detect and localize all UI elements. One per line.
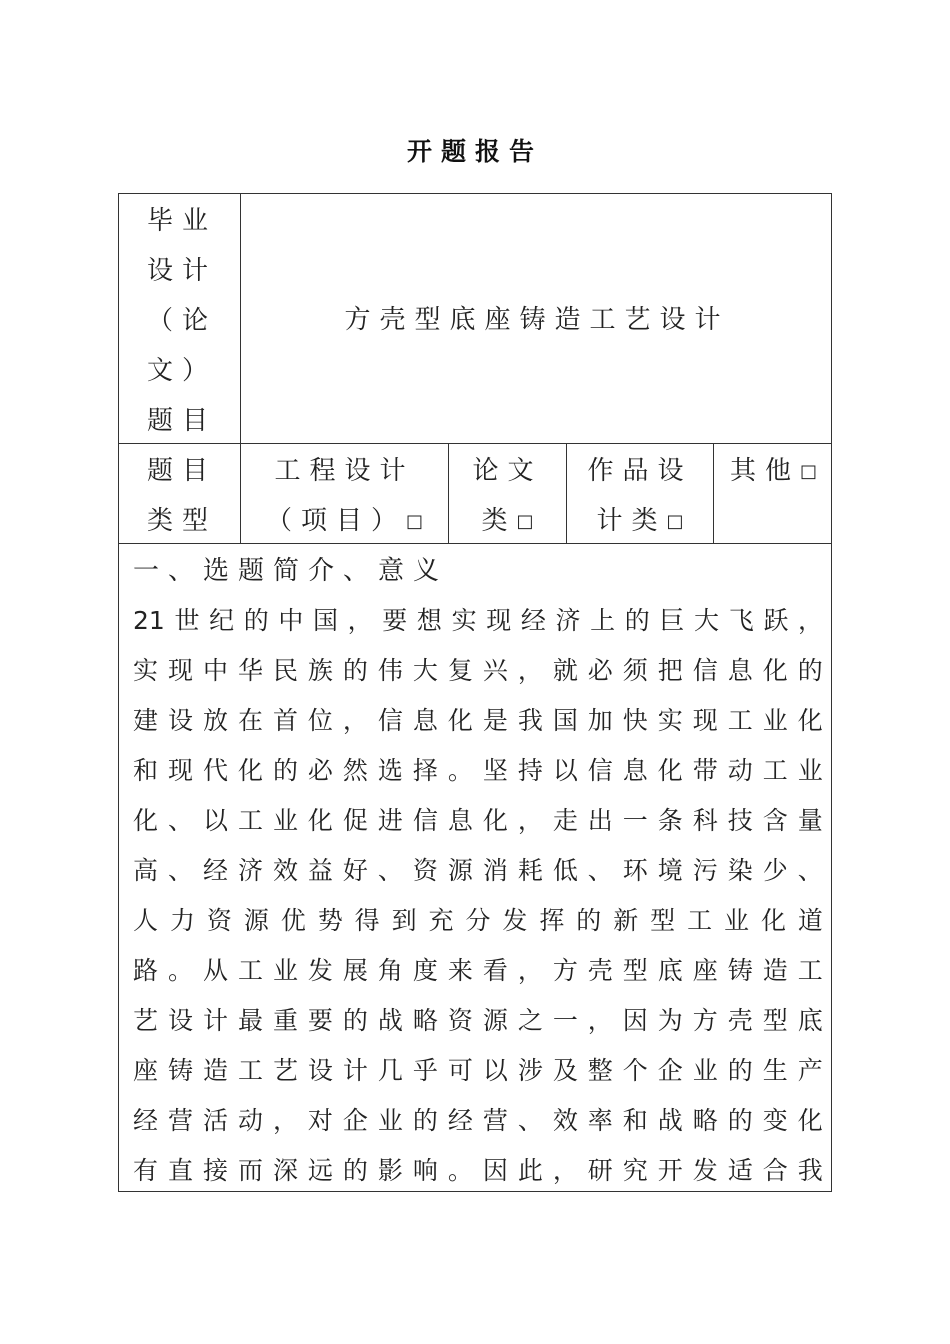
type-option-engineering[interactable]	[241, 446, 448, 547]
type-option-line: 作品设	[587, 456, 693, 486]
section-heading: 一、选题简介、意义	[133, 556, 449, 586]
body-text-line: 高 、 经 济 效 益 好 、 资 源 消 耗 低 、 环 境 污 染 少 、	[133, 856, 823, 885]
body-text-line: 有 直 接 而 深 远 的 影 响 。 因 此 ， 研 究 开 发 适 合 我	[133, 1156, 823, 1185]
type-option-line: 计类	[596, 506, 667, 536]
body-text-line: 路 。 从 工 业 发 展 角 度 来 看 ， 方 壳 型 底 座 铸 造 工	[133, 956, 823, 985]
body-text-line: 座 铸 造 工 艺 设 计 几 乎 可 以 涉 及 整 个 企 业 的 生 产	[133, 1056, 823, 1085]
intro-section	[133, 546, 823, 1196]
proposal-table	[118, 193, 832, 1192]
body-text-line: 经 营 活 动 ， 对 企 业 的 经 营 、 效 率 和 战 略 的 变 化	[133, 1106, 823, 1135]
checkbox-icon[interactable]: □	[516, 511, 534, 532]
section-body	[133, 596, 823, 1196]
type-option-line: （项目）	[265, 506, 406, 536]
body-text-line: 实 现 中 华 民 族 的 伟 大 复 兴 ， 就 必 须 把 信 息 化 的	[133, 656, 823, 685]
body-text-line: 人 力 资 源 优 势 得 到 充 分 发 挥 的 新 型 工 业 化 道	[133, 906, 823, 935]
body-text-line: 和 现 代 化 的 必 然 选 择 。 坚 持 以 信 息 化 带 动 工 业	[133, 756, 823, 785]
topic-label-line: 题目	[147, 406, 218, 436]
checkbox-icon[interactable]: □	[666, 511, 684, 532]
type-label-line: 题目	[147, 456, 218, 486]
checkbox-icon[interactable]: □	[406, 511, 424, 532]
type-label	[147, 446, 237, 546]
type-label-line: 类型	[147, 506, 218, 536]
type-option-work-design[interactable]	[567, 446, 713, 547]
topic-label-line: （论	[147, 306, 218, 336]
body-text-line: 艺 设 计 最 重 要 的 战 略 资 源 之 一 ， 因 为 方 壳 型 底	[133, 1006, 823, 1035]
topic-label-line: 文）	[147, 356, 218, 386]
topic-label-line: 设计	[147, 256, 218, 286]
body-text-line: 化 、 以 工 业 化 促 进 信 息 化 ， 走 出 一 条 科 技 含 量	[133, 806, 823, 835]
body-text-line: 21 世 纪 的 中 国 ， 要 想 实 现 经 济 上 的 巨 大 飞 跃 ，	[133, 606, 823, 635]
type-option-other[interactable]	[714, 446, 833, 497]
type-option-line: 类	[481, 506, 517, 536]
checkbox-icon[interactable]: □	[800, 461, 818, 482]
type-option-line: 论文	[472, 456, 543, 486]
type-option-line: 其他	[729, 456, 800, 486]
topic-value: 方壳型底座铸造工艺设计	[344, 305, 730, 335]
page-title: 开题报告	[406, 137, 543, 166]
type-option-line: 工程设计	[274, 456, 415, 486]
topic-label-line: 毕业	[147, 206, 218, 236]
topic-label	[147, 196, 237, 446]
type-option-thesis[interactable]	[449, 446, 566, 547]
body-text-line: 建 设 放 在 首 位 ， 信 息 化 是 我 国 加 快 实 现 工 业 化	[133, 706, 823, 735]
